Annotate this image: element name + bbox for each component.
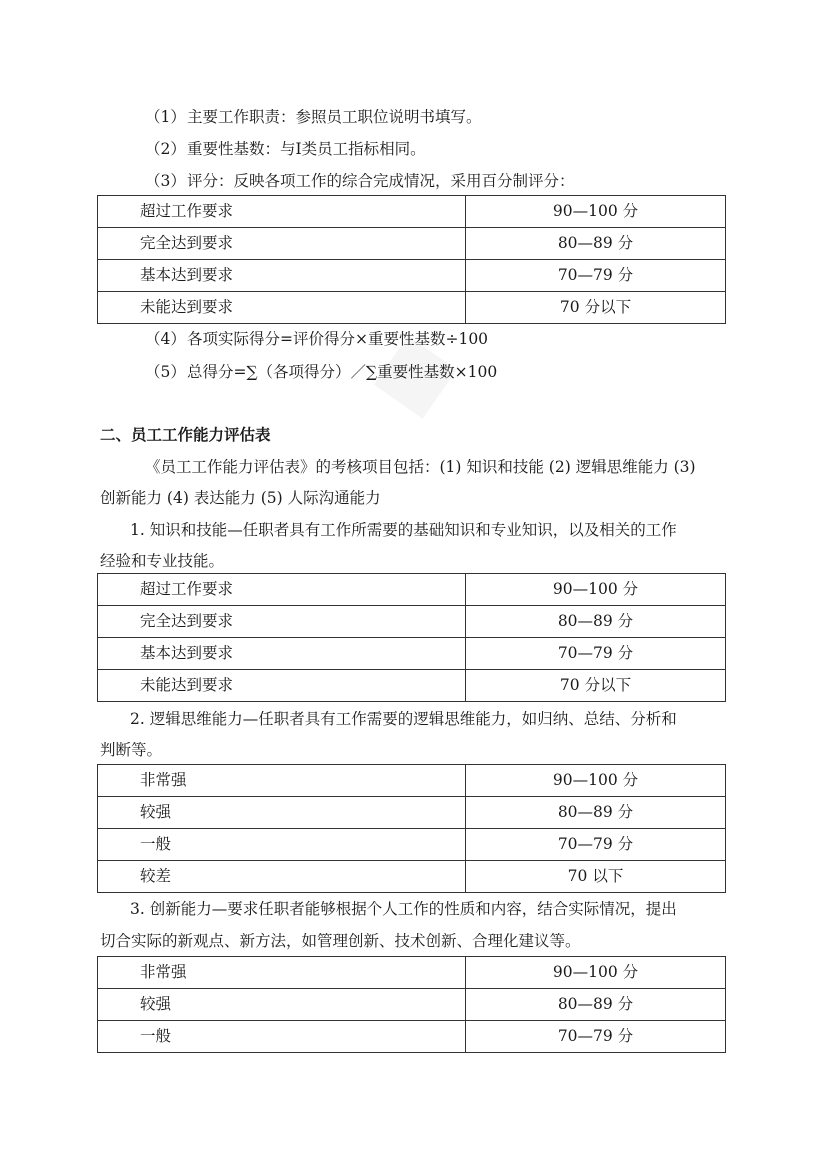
table-row	[98, 1021, 726, 1053]
table-cell-level: 超过工作要求	[98, 574, 466, 606]
table-row	[98, 260, 726, 292]
table-cell-score: 90—100 分	[466, 957, 726, 989]
table-cell-score: 80—89 分	[466, 228, 726, 260]
table-row	[98, 638, 726, 670]
list-item-3	[145, 170, 575, 192]
table-cell-level: 未能达到要求	[98, 292, 466, 324]
table-cell-score: 70 分以下	[466, 670, 726, 702]
table-row	[98, 228, 726, 260]
table-cell-level: 非常强	[98, 957, 466, 989]
table-cell-level: 一般	[98, 829, 466, 861]
list-item-number: （2）	[145, 140, 186, 158]
table-cell-score: 90—100 分	[466, 765, 726, 797]
table-cell-score: 70—79 分	[466, 260, 726, 292]
table-row	[98, 957, 726, 989]
table-cell-level: 较差	[98, 861, 466, 893]
table-cell-score: 70—79 分	[466, 638, 726, 670]
intro-paragraph-line-2: 创新能力 (4) 表达能力 (5) 人际沟通能力	[100, 489, 381, 507]
section-heading: 二、员工工作能力评估表	[100, 426, 271, 444]
item1-line-2: 经验和专业技能。	[100, 552, 225, 570]
table-cell-level: 较强	[98, 989, 466, 1021]
table-cell-score: 70—79 分	[466, 1021, 726, 1053]
list-item-number: （1）	[145, 108, 186, 126]
score-table-innovation	[97, 956, 726, 1053]
list-item-number: （5）	[145, 363, 186, 381]
table-cell-level: 未能达到要求	[98, 670, 466, 702]
list-item-5	[145, 361, 497, 383]
item3-line-1: 3. 创新能力—要求任职者能够根据个人工作的性质和内容，结合实际情况，提出	[130, 900, 677, 918]
table-row	[98, 196, 726, 228]
list-item-text: 各项实际得分=评价得分×重要性基数÷100	[187, 330, 489, 348]
list-item-text: 评分：反映各项工作的综合完成情况，采用百分制评分：	[187, 172, 575, 190]
table-cell-score: 80—89 分	[466, 797, 726, 829]
table-cell-level: 完全达到要求	[98, 228, 466, 260]
score-table-1	[97, 195, 726, 324]
table-cell-score: 90—100 分	[466, 196, 726, 228]
table-row	[98, 606, 726, 638]
list-item-text: 主要工作职责：参照员工职位说明书填写。	[187, 108, 482, 126]
table-row	[98, 797, 726, 829]
table-cell-score: 90—100 分	[466, 574, 726, 606]
list-item-number: （3）	[145, 172, 186, 190]
table-cell-level: 完全达到要求	[98, 606, 466, 638]
list-item-4	[145, 328, 488, 350]
table-row	[98, 765, 726, 797]
item1-line-1: 1. 知识和技能—任职者具有工作所需要的基础知识和专业知识，以及相关的工作	[130, 521, 677, 539]
table-cell-level: 较强	[98, 797, 466, 829]
table-cell-level: 基本达到要求	[98, 260, 466, 292]
table-cell-score: 80—89 分	[466, 989, 726, 1021]
table-cell-level: 超过工作要求	[98, 196, 466, 228]
table-cell-level: 基本达到要求	[98, 638, 466, 670]
table-cell-score: 80—89 分	[466, 606, 726, 638]
table-cell-level: 非常强	[98, 765, 466, 797]
score-table-knowledge	[97, 573, 726, 702]
table-row	[98, 574, 726, 606]
list-item-text: 重要性基数：与Ⅰ类员工指标相同。	[187, 140, 426, 158]
score-table-logic	[97, 764, 726, 893]
intro-paragraph-line-1: 《员工工作能力评估表》的考核项目包括：(1) 知识和技能 (2) 逻辑思维能力 (3)	[145, 458, 696, 476]
table-cell-level: 一般	[98, 1021, 466, 1053]
list-item-number: （4）	[145, 330, 186, 348]
table-cell-score: 70 以下	[466, 861, 726, 893]
table-row	[98, 670, 726, 702]
table-cell-score: 70—79 分	[466, 829, 726, 861]
list-item-2	[145, 138, 426, 160]
table-row	[98, 292, 726, 324]
item2-line-2: 判断等。	[100, 741, 163, 759]
item2-line-1: 2. 逻辑思维能力—任职者具有工作需要的逻辑思维能力，如归纳、总结、分析和	[130, 710, 677, 728]
table-row	[98, 989, 726, 1021]
list-item-text: 总得分=∑（各项得分）／∑重要性基数×100	[187, 363, 498, 381]
table-row	[98, 829, 726, 861]
list-item-1	[145, 106, 482, 128]
item3-line-2: 切合实际的新观点、新方法，如管理创新、技术创新、合理化建议等。	[100, 932, 581, 950]
table-row	[98, 861, 726, 893]
table-cell-score: 70 分以下	[466, 292, 726, 324]
